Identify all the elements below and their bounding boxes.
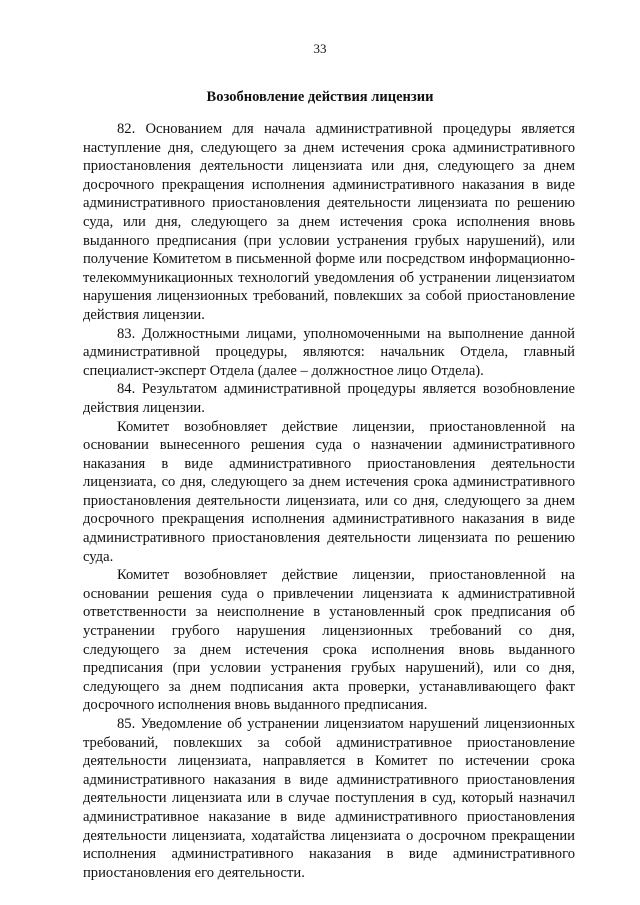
paragraph-renewal-court-decision: Комитет возобновляет действие лицензии, приостановленной на основании вынесенного решения суда о назначении административного наказания в виде административного приостановления деятельности лицензиата, со дня, следующего за днем истечения срока административного приостановления деятельности лицензиата, или со дня, следующего за днем досрочного прекращения исполнения административного наказания в виде административного приостановления деятельности лицензиата по решению суда.: [83, 418, 575, 565]
paragraph-renewal-order-execution: Комитет возобновляет действие лицензии, приостановленной на основании решения суда о привлечении лицензиата к административной ответственности за неисполнение в установленный срок предписания об устранении грубого нарушения лицензионных требований со дня, следующего за днем истечения срока исполнения вновь выданного предписания (при условии устранения грубых нарушений), или со дня, следующего за днем подписания акта проверки, устанавливающего факт досрочного исполнения вновь выданного предписания.: [83, 567, 575, 714]
page-number: 33: [313, 41, 327, 56]
paragraph-83: 83. Должностными лицами, уполномоченными на выполнение данной административной процедуры, являются: начальник Отдела, главный специалист-эксперт Отдела (далее – должностное лицо Отдела).: [83, 325, 575, 379]
document-body: [83, 120, 575, 882]
paragraph-84: 84. Результатом административной процедуры является возобновление действия лицензии.: [83, 381, 575, 416]
paragraph-82: 82. Основанием для начала административной процедуры является наступление дня, следующего за днем истечения срока административного приостановления деятельности лицензиата или дня, следующего за днем досрочного прекращения исполнения административного наказания в виде административного приостановления деятельности лицензиата по решению суда, или дня, следующего за днем истечения срока исполнения вновь выданного предписания (при условии устранения грубых нарушений), или получение Комитетом в письменной форме или посредством информационно-телекоммуникационных технологий уведомления об устранении лицензиатом нарушения лицензионных требований, повлекших за собой приостановление действия лицензии.: [83, 121, 575, 323]
paragraph-85: 85. Уведомление об устранении лицензиатом нарушений лицензионных требований, повлекших за собой административное приостановление деятельности лицензиата, направляется в Комитет по истечении срока административного наказания в виде административного приостановления деятельности лицензиата или в случае поступления в суд, который назначил административное наказание в виде административного приостановления деятельности лицензиата, ходатайства лицензиата о досрочном прекращении исполнения административного наказания в виде административного приостановления его деятельности.: [83, 716, 575, 881]
section-heading: Возобновление действия лицензии: [206, 89, 434, 105]
